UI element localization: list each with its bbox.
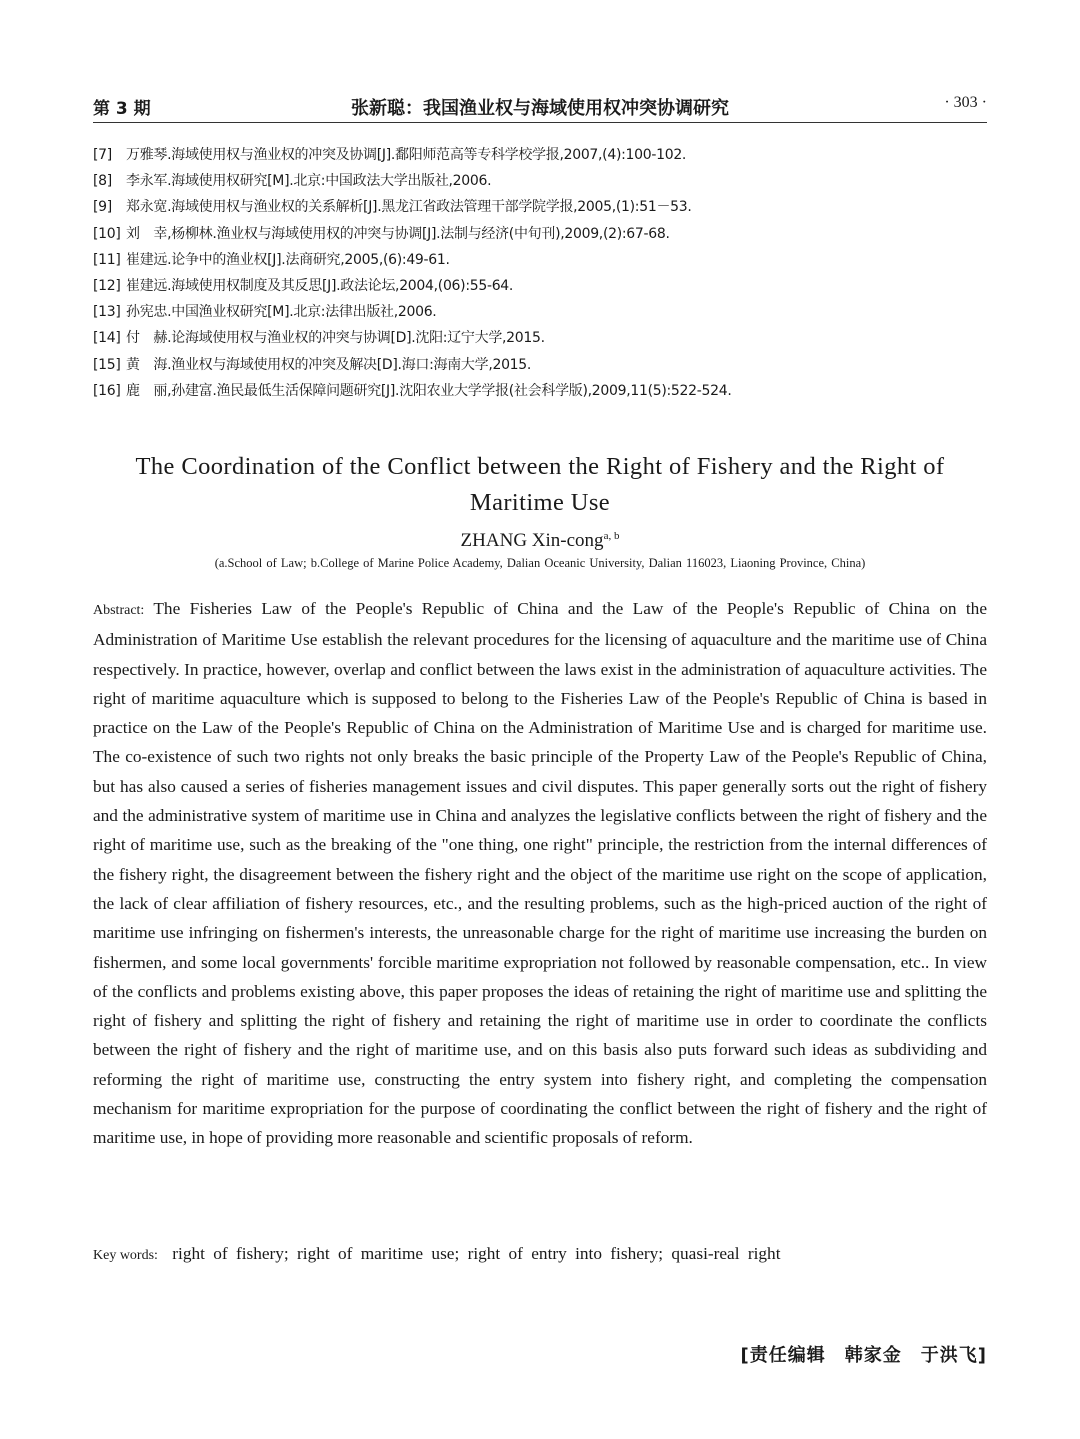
- running-title: 张新聪：我国渔业权与海域使用权冲突协调研究: [351, 98, 729, 119]
- reference-item: [93, 142, 987, 168]
- keywords-label: Key words:: [93, 1248, 158, 1263]
- keywords: [93, 1239, 987, 1270]
- reference-number: [12]: [93, 277, 121, 294]
- author-line: [93, 523, 987, 554]
- reference-number: [14]: [93, 330, 121, 347]
- running-header: [93, 94, 987, 123]
- reference-item: [93, 273, 987, 299]
- author-name: ZHANG Xin-cong: [460, 530, 604, 551]
- reference-item: [93, 378, 987, 404]
- abstract-text: The Fisheries Law of the People's Republic of China and the Law of the People's Republic of China on the Administration of Maritime Use establish the relevant procedures for the licensing of aquaculture and the maritime use of China respectively. In practice, however, overlap and conflict between the laws exist in the administration of aquaculture activities. The right of maritime aquaculture which is supposed to belong to the Fisheries Law of the People's Republic of China is based in practice on the Law of the People's Republic of China on the Administration of Maritime Use and is charged for maritime use. The co-existence of such two rights not only breaks the basic principle of the Property Law of the People's Republic of China, but has also caused a series of fisheries management issues and civil disputes. This paper generally sorts out the right of fishery and the administrative system of maritime use in China and analyzes the legislative conflicts between the right of fishery and the right of maritime use, such as the breaking of the "one thing, one right" principle, the restriction from the internal differences of the fishery right, the disagreement between the fishery right and the object of the maritime use right on the scope of application, the lack of clear affiliation of fishery resources, etc., and the resulting problems, such as the high-priced auction of the right of maritime use infringing on fishermen's interests, the unreasonable charge for the right of maritime use increasing the burden on fishermen, and some local governments' forcible maritime expropriation not followed by reasonable compensation, etc.. In view of the conflicts and problems existing above, this paper proposes the ideas of retaining the right of maritime use and splitting the right of fishery and splitting the right of fishery and retaining the right of maritime use in order to coordinate the conflicts between the right of fishery and the right of maritime use, and on this basis also puts forward such ideas as subdividing and reforming the right of maritime use, constructing the entry system into fishery right, and completing the compensation mechanism for maritime expropriation for the purpose of coordinating the conflict between the right of fishery and the right of maritime use, in hope of providing more reasonable and scientific proposals of reform.: [93, 599, 987, 1148]
- reference-item: [93, 352, 987, 378]
- reference-text: 付 赫.论海域使用权与渔业权的冲突与协调[D].沈阳:辽宁大学,2015.: [126, 330, 545, 347]
- abstract-label: Abstract:: [93, 603, 145, 618]
- reference-number: [10]: [93, 225, 121, 242]
- affiliation: (a.School of Law; b.College of Marine Police Academy, Dalian Oceanic University, Dalian 116023, Liaoning Province, China): [214, 556, 866, 570]
- reference-number: [16]: [93, 382, 121, 399]
- responsible-editors: [责任编辑 韩家金 于洪飞]: [740, 1345, 987, 1366]
- reference-number: [7]: [93, 147, 112, 163]
- abstract: [93, 594, 987, 1153]
- keywords-text: right of fishery; right of maritime use; right of entry into fishery; quasi-real right: [172, 1244, 781, 1263]
- english-title: The Coordination of the Conflict between the Right of Fishery and the Right of Maritime Use: [135, 453, 945, 516]
- reference-text: 郑永宽.海域使用权与渔业权的关系解析[J].黑龙江省政法管理干部学院学报,2005,(1):51－53.: [126, 199, 692, 216]
- author-affiliation-marks: a, b: [603, 530, 620, 542]
- reference-text: 万雅琴.海域使用权与渔业权的冲突及协调[J].鄱阳师范高等专科学校学报,2007,(4):100-102.: [126, 147, 687, 163]
- reference-text: 崔建远.论争中的渔业权[J].法商研究,2005,(6):49-61.: [126, 251, 450, 268]
- reference-number: [9]: [93, 199, 112, 216]
- reference-list: [93, 142, 987, 404]
- reference-number: [15]: [93, 356, 121, 373]
- reference-text: 孙宪忠.中国渔业权研究[M].北京:法律出版社,2006.: [126, 304, 437, 321]
- reference-item: [93, 194, 987, 220]
- issue-number: 第 3 期: [93, 99, 151, 119]
- reference-number: [13]: [93, 304, 121, 321]
- reference-number: [8]: [93, 173, 112, 190]
- reference-item: [93, 221, 987, 247]
- reference-item: [93, 325, 987, 351]
- reference-text: 刘 幸,杨柳林.渔业权与海域使用权的冲突与协调[J].法制与经济(中旬刊),2009,(2):67-68.: [126, 225, 670, 242]
- reference-number: [11]: [93, 251, 121, 268]
- reference-item: [93, 299, 987, 325]
- reference-text: 鹿 丽,孙建富.渔民最低生活保障问题研究[J].沈阳农业大学学报(社会科学版),2009,11(5):522-524.: [126, 382, 732, 399]
- reference-text: 黄 海.渔业权与海域使用权的冲突及解决[D].海口:海南大学,2015.: [126, 356, 532, 373]
- reference-item: [93, 247, 987, 273]
- page-number: · 303 ·: [944, 94, 987, 111]
- reference-item: [93, 168, 987, 194]
- reference-text: 崔建远.海域使用权制度及其反思[J].政法论坛,2004,(06):55-64.: [126, 277, 514, 294]
- reference-text: 李永军.海域使用权研究[M].北京:中国政法大学出版社,2006.: [126, 173, 492, 190]
